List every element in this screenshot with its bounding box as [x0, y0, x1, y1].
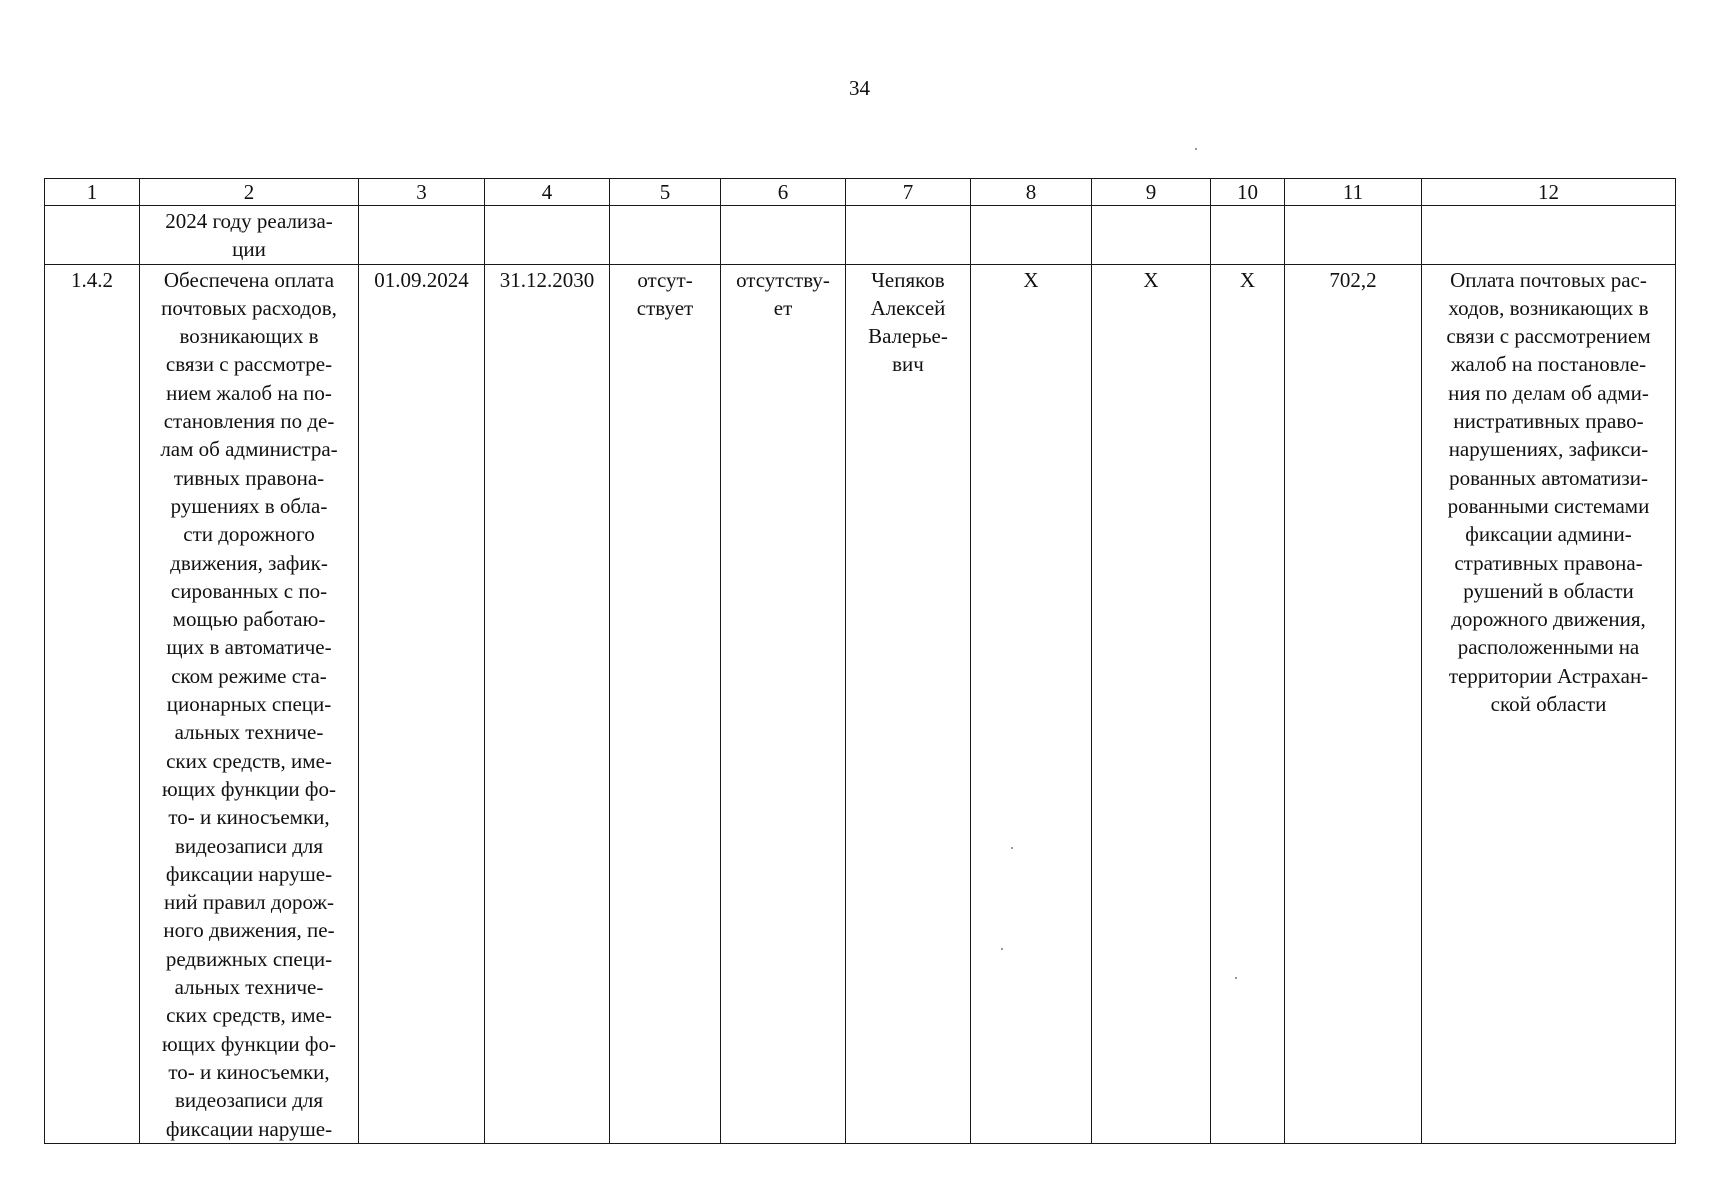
plan-table — [44, 178, 1676, 1144]
scan-speck — [1011, 847, 1013, 849]
column-number-cell: 10 — [1211, 179, 1285, 206]
column-number-cell: 5 — [610, 179, 721, 206]
continuation-row — [45, 206, 1676, 265]
column-number-cell: 7 — [846, 179, 971, 206]
empty-cell — [359, 206, 485, 265]
column-number-cell: 9 — [1092, 179, 1211, 206]
event-description: Обеспечена оплата почтовых расходов, возникающих в связи с рассмотре- нием жалоб на по- становления по де- лам об администра- тивных правона- рушениях в обла- сти дорожного движения, зафик- сированных с по- мощью работаю- щих в автоматиче- ском режиме ста- ционарных специ- альных техниче- ских средств, име- ющих функции фо- то- и киносъемки, видеозаписи для фиксации наруше- ний правил дорож- ного движения, пе- редвижных специ- альных техниче- ских средств, име- ющих функции фо- то- и киносъемки, видеозаписи для фиксации наруше- — [140, 264, 359, 1143]
table-row-1-4-2 — [45, 264, 1676, 1143]
column-number-cell: 12 — [1422, 179, 1676, 206]
col10-value: X — [1211, 264, 1285, 1143]
column-number-row — [45, 179, 1676, 206]
col6-value: отсутству- ет — [721, 264, 846, 1143]
empty-cell — [1422, 206, 1676, 265]
empty-cell — [610, 206, 721, 265]
column-number-cell: 11 — [1285, 179, 1422, 206]
column-number-cell: 3 — [359, 179, 485, 206]
expected-result: Оплата почтовых рас- ходов, возникающих в связи с рассмотрением жалоб на постановле- ния по делам об адми- нистративных право- нарушениях, зафикси- рованных автоматизи- рованными системами фиксации админи- стративных правона- рушений в области дорожного движения, расположенными на территории Астрахан- ской области — [1422, 264, 1676, 1143]
row-number: 1.4.2 — [45, 264, 140, 1143]
column-number-cell: 4 — [485, 179, 610, 206]
column-number-cell: 6 — [721, 179, 846, 206]
col9-value: X — [1092, 264, 1211, 1143]
empty-cell — [1092, 206, 1211, 265]
column-number-cell: 2 — [140, 179, 359, 206]
empty-cell — [1211, 206, 1285, 265]
column-number-cell: 8 — [971, 179, 1092, 206]
col8-value: X — [971, 264, 1092, 1143]
empty-cell — [971, 206, 1092, 265]
scan-speck — [1001, 948, 1003, 950]
scan-speck — [1195, 148, 1197, 150]
scan-speck — [1235, 977, 1237, 979]
end-date: 31.12.2030 — [485, 264, 610, 1143]
col5-value: отсут- ствует — [610, 264, 721, 1143]
empty-cell — [721, 206, 846, 265]
empty-cell — [1285, 206, 1422, 265]
empty-cell — [485, 206, 610, 265]
continuation-text: 2024 году реализа- ции — [140, 206, 359, 265]
amount: 702,2 — [1285, 264, 1422, 1143]
responsible-person: Чепяков Алексей Валерье- вич — [846, 264, 971, 1143]
page-number: 34 — [849, 76, 870, 100]
start-date: 01.09.2024 — [359, 264, 485, 1143]
column-number-cell: 1 — [45, 179, 140, 206]
empty-cell — [846, 206, 971, 265]
empty-cell — [45, 206, 140, 265]
